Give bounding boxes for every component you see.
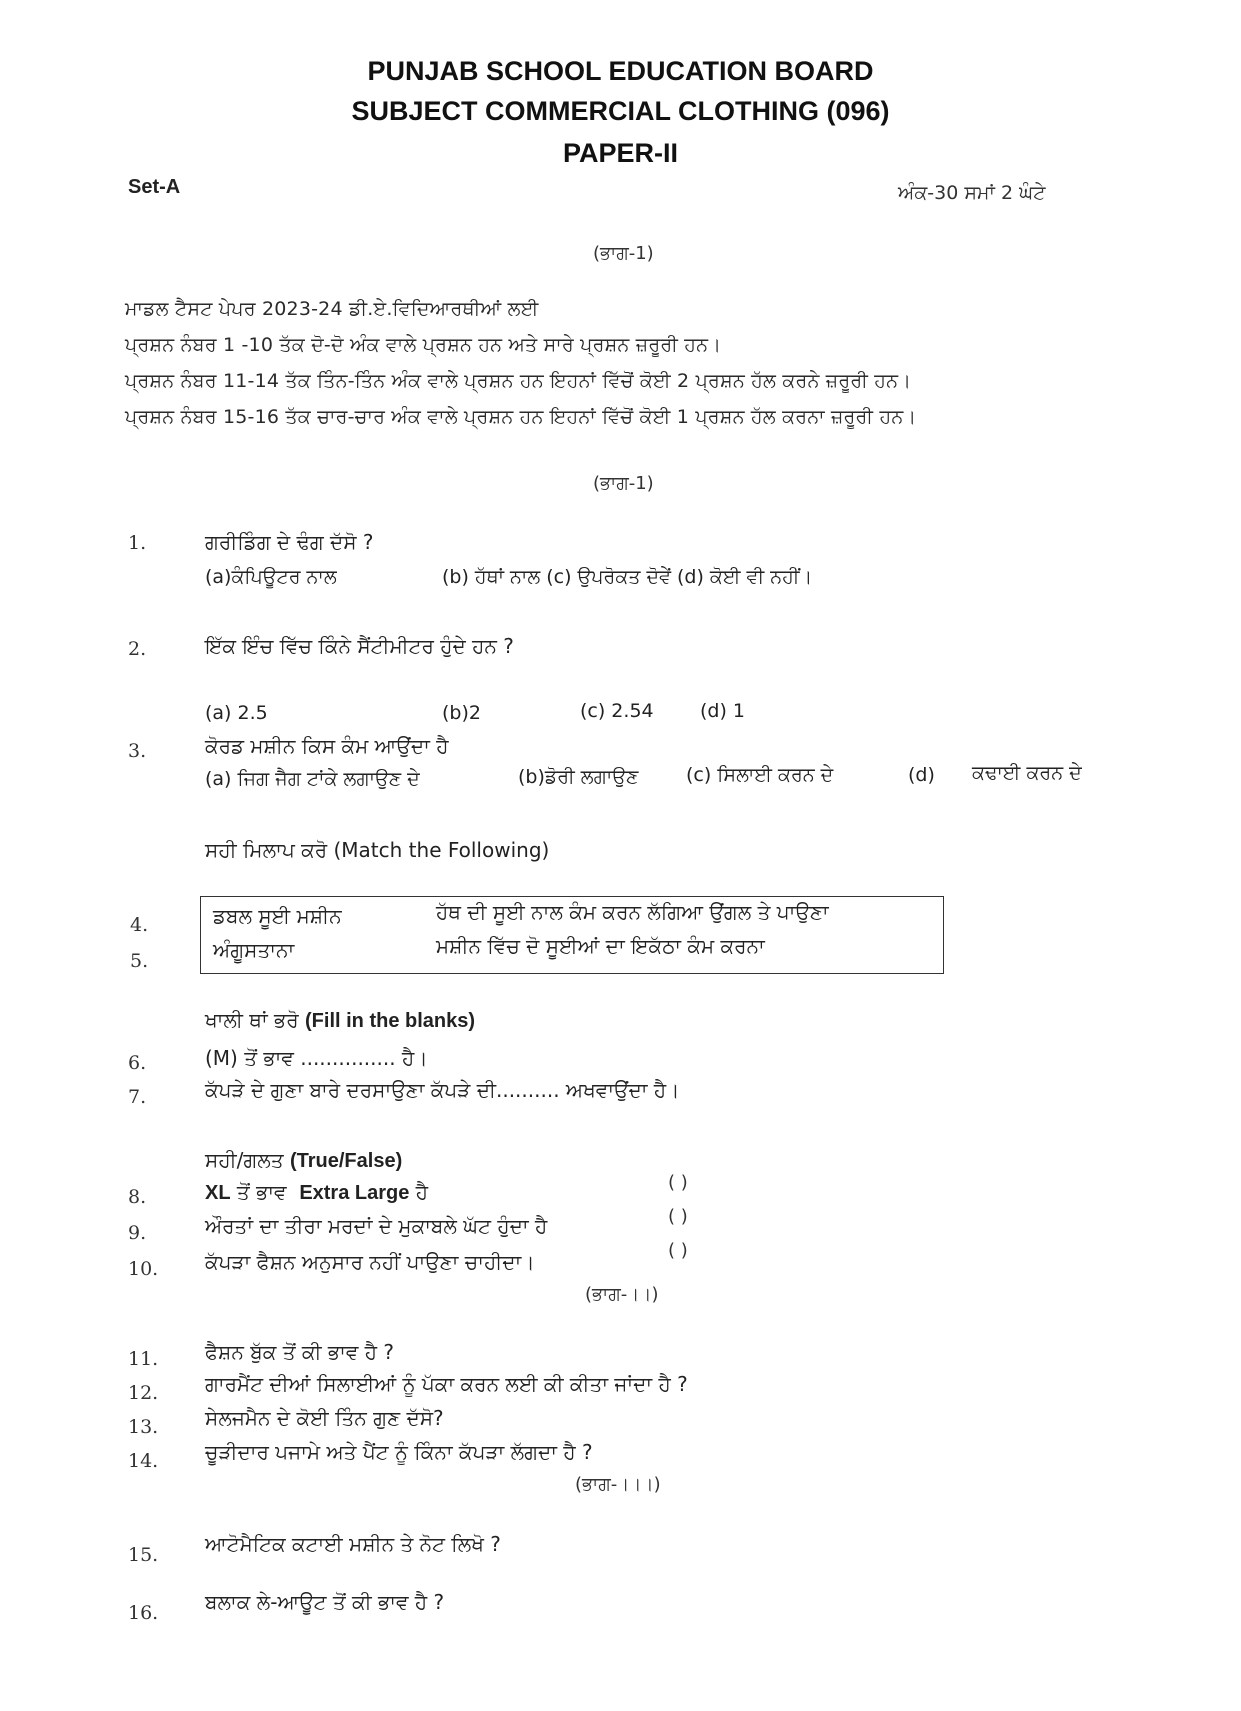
- option-d: (d): [908, 764, 935, 786]
- question-number: 3.: [128, 740, 147, 762]
- question-text: [205, 1180, 428, 1205]
- question-number: 12.: [128, 1382, 159, 1404]
- option-a: (a)ਕੰਪਿਊਟਰ ਨਾਲ: [205, 566, 337, 588]
- match-heading: [205, 838, 549, 862]
- tf-heading: [205, 1148, 402, 1173]
- match-left: ਡਬਲ ਸੂਈ ਮਸ਼ੀਨ: [213, 904, 342, 928]
- question-number: 1.: [128, 532, 147, 554]
- question-text: ਔਰਤਾਂ ਦਾ ਤੀਰਾ ਮਰਦਾਂ ਦੇ ਮੁਕਾਬਲੇ ਘੱਟ ਹੁੰਦਾ ਹੈ: [205, 1214, 548, 1238]
- option-d: (d) 1: [700, 700, 746, 722]
- instruction-line: ਪ੍ਰਸ਼ਨ ਨੰਬਰ 11-14 ਤੱਕ ਤਿੰਨ-ਤਿੰਨ ਅੰਕ ਵਾਲੇ ਪ੍ਰਸ਼ਨ ਹਨ ਇਹਨਾਂ ਵਿੱਚੋਂ ਕੋਈ 2 ਪ੍ਰਸ਼ਨ ਹੱਲ ਕਰਨੇ ਜ਼ਰੂਰੀ ਹਨ।: [125, 370, 912, 392]
- question-number: 14.: [128, 1450, 159, 1472]
- question-text: ਗਾਰਮੈਂਟ ਦੀਆਂ ਸਿਲਾਈਆਂ ਨੂੰ ਪੱਕਾ ਕਰਨ ਲਈ ਕੀ ਕੀਤਾ ਜਾਂਦਾ ਹੈ ?: [205, 1372, 688, 1396]
- question-number: 4.: [130, 914, 149, 936]
- marks-time: ਅੰਕ-30 ਸਮਾਂ 2 ਘੰਟੇ: [898, 182, 1046, 204]
- match-left: ਅੰਗੂਸਤਾਨਾ: [213, 938, 295, 962]
- question-number: 11.: [128, 1348, 159, 1370]
- part-label-1: (ਭਾਗ-1): [593, 473, 654, 494]
- answer-bracket: ( ): [668, 1206, 688, 1227]
- question-number: 7.: [128, 1086, 147, 1108]
- q8-post: ਹੈ: [415, 1180, 429, 1204]
- question-number: 15.: [128, 1544, 159, 1566]
- match-right: ਮਸ਼ੀਨ ਵਿੱਚ ਦੋ ਸੂਈਆਂ ਦਾ ਇਕੱਠਾ ਕੰਮ ਕਰਨਾ: [436, 934, 765, 958]
- answer-bracket: ( ): [668, 1240, 688, 1261]
- fill-heading-pa: ਖਾਲੀ ਥਾਂ ਭਰੋ: [205, 1008, 299, 1032]
- option-d-text: ਕਢਾਈ ਕਰਨ ਦੇ: [972, 762, 1082, 784]
- question-text: ਇੱਕ ਇੰਚ ਵਿੱਚ ਕਿੰਨੇ ਸੈਂਟੀਮੀਟਰ ਹੁੰਦੇ ਹਨ ?: [205, 634, 514, 658]
- option-b: (b)2: [442, 702, 481, 724]
- extra-large: Extra Large: [299, 1182, 410, 1204]
- question-text: ਕੱਪੜਾ ਫੈਸ਼ਨ ਅਨੁਸਾਰ ਨਹੀਂ ਪਾਉਣਾ ਚਾਹੀਦਾ।: [205, 1250, 535, 1274]
- question-text: ਆਟੋਮੈਟਿਕ ਕਟਾਈ ਮਸ਼ੀਨ ਤੇ ਨੋਟ ਲਿਖੋ ?: [205, 1532, 501, 1556]
- set-label: Set-A: [128, 176, 181, 198]
- subject-title: SUBJECT COMMERCIAL CLOTHING (096): [351, 96, 890, 126]
- part-label-2: (ਭਾਗ-।।): [585, 1284, 659, 1305]
- question-text: ਫੈਸ਼ਨ ਬੁੱਕ ਤੋਂ ਕੀ ਭਾਵ ਹੈ ?: [205, 1340, 394, 1364]
- match-heading-en: (Match the Following): [333, 838, 550, 862]
- option-a: (a) ਜਿਗ ਜੈਗ ਟਾਂਕੇ ਲਗਾਉਣ ਦੇ: [205, 768, 420, 790]
- options-bcd: (b) ਹੱਥਾਂ ਨਾਲ (c) ਉਪਰੋਕਤ ਦੋਵੇਂ (d) ਕੋਈ ਵੀ ਨਹੀਂ।: [442, 566, 813, 588]
- match-right: ਹੱਥ ਦੀ ਸੂਈ ਨਾਲ ਕੰਮ ਕਰਨ ਲੱਗਿਆ ਉਂਗਲ ਤੇ ਪਾਉਣਾ: [436, 900, 829, 924]
- q8-mid: ਤੋਂ ਭਾਵ: [236, 1180, 287, 1204]
- part-label-top: (ਭਾਗ-1): [593, 243, 654, 264]
- fill-heading: [205, 1008, 475, 1033]
- question-number: 5.: [130, 950, 149, 972]
- option-c: (c) ਸਿਲਾਈ ਕਰਨ ਦੇ: [686, 764, 834, 786]
- option-b: (b)ਡੋਰੀ ਲਗਾਉਣ: [518, 766, 639, 788]
- question-text: ਕੱਪੜੇ ਦੇ ਗੁਣਾ ਬਾਰੇ ਦਰਸਾਉਣਾ ਕੱਪੜੇ ਦੀ.......... ਅਖਵਾਉਂਦਾ ਹੈ।: [205, 1078, 680, 1102]
- instruction-line: ਪ੍ਰਸ਼ਨ ਨੰਬਰ 15-16 ਤੱਕ ਚਾਰ-ਚਾਰ ਅੰਕ ਵਾਲੇ ਪ੍ਰਸ਼ਨ ਹਨ ਇਹਨਾਂ ਵਿੱਚੋਂ ਕੋਈ 1 ਪ੍ਰਸ਼ਨ ਹੱਲ ਕਰਨਾ ਜ਼ਰੂਰੀ ਹਨ।: [125, 406, 917, 428]
- answer-bracket: ( ): [668, 1172, 688, 1193]
- instruction-line: ਪ੍ਰਸ਼ਨ ਨੰਬਰ 1 -10 ਤੱਕ ਦੋ-ਦੋ ਅੰਕ ਵਾਲੇ ਪ੍ਰਸ਼ਨ ਹਨ ਅਤੇ ਸਾਰੇ ਪ੍ਰਸ਼ਨ ਜ਼ਰੂਰੀ ਹਨ।: [125, 334, 722, 356]
- tf-heading-pa: ਸਹੀ/ਗਲਤ: [205, 1148, 284, 1172]
- question-number: 13.: [128, 1416, 159, 1438]
- tf-heading-en: (True/False): [289, 1150, 403, 1172]
- board-title: PUNJAB SCHOOL EDUCATION BOARD: [367, 56, 874, 86]
- instruction-line: ਮਾਡਲ ਟੈਸਟ ਪੇਪਰ 2023-24 ਡੀ.ਏ.ਵਿਦਿਆਰਥੀਆਂ ਲਈ: [125, 298, 539, 320]
- question-text: ਸੇਲਜਮੈਨ ਦੇ ਕੋਈ ਤਿੰਨ ਗੁਣ ਦੱਸੋ?: [205, 1406, 444, 1430]
- part-label-3: (ਭਾਗ-।।।): [575, 1474, 661, 1495]
- question-text: (M) ਤੋਂ ਭਾਵ ............... ਹੈ।: [205, 1046, 428, 1070]
- question-number: 10.: [128, 1258, 159, 1280]
- option-c: (c) 2.54: [580, 700, 654, 722]
- fill-heading-en: (Fill in the blanks): [305, 1010, 476, 1032]
- question-text: ਬਲਾਕ ਲੇ-ਆਊਟ ਤੋਂ ਕੀ ਭਾਵ ਹੈ ?: [205, 1590, 445, 1614]
- question-text: ਗਰੀਡਿੰਗ ਦੇ ਢੰਗ ਦੱਸੋ ?: [205, 530, 374, 554]
- question-number: 6.: [128, 1052, 147, 1074]
- paper-title: PAPER-II: [562, 138, 678, 168]
- question-number: 8.: [128, 1186, 147, 1208]
- question-number: 2.: [128, 638, 147, 660]
- question-text: ਚੂੜੀਦਾਰ ਪਜਾਮੇ ਅਤੇ ਪੈਂਟ ਨੂੰ ਕਿੰਨਾ ਕੱਪੜਾ ਲੱਗਦਾ ਹੈ ?: [205, 1440, 593, 1464]
- option-a: (a) 2.5: [205, 702, 268, 724]
- question-number: 9.: [128, 1222, 147, 1244]
- match-heading-pa: ਸਹੀ ਮਿਲਾਪ ਕਰੋ: [205, 838, 328, 862]
- xl-abbr: XL: [205, 1182, 231, 1204]
- question-text: ਕੋਰਡ ਮਸ਼ੀਨ ਕਿਸ ਕੰਮ ਆਉਂਦਾ ਹੈ: [205, 734, 449, 758]
- question-number: 16.: [128, 1602, 159, 1624]
